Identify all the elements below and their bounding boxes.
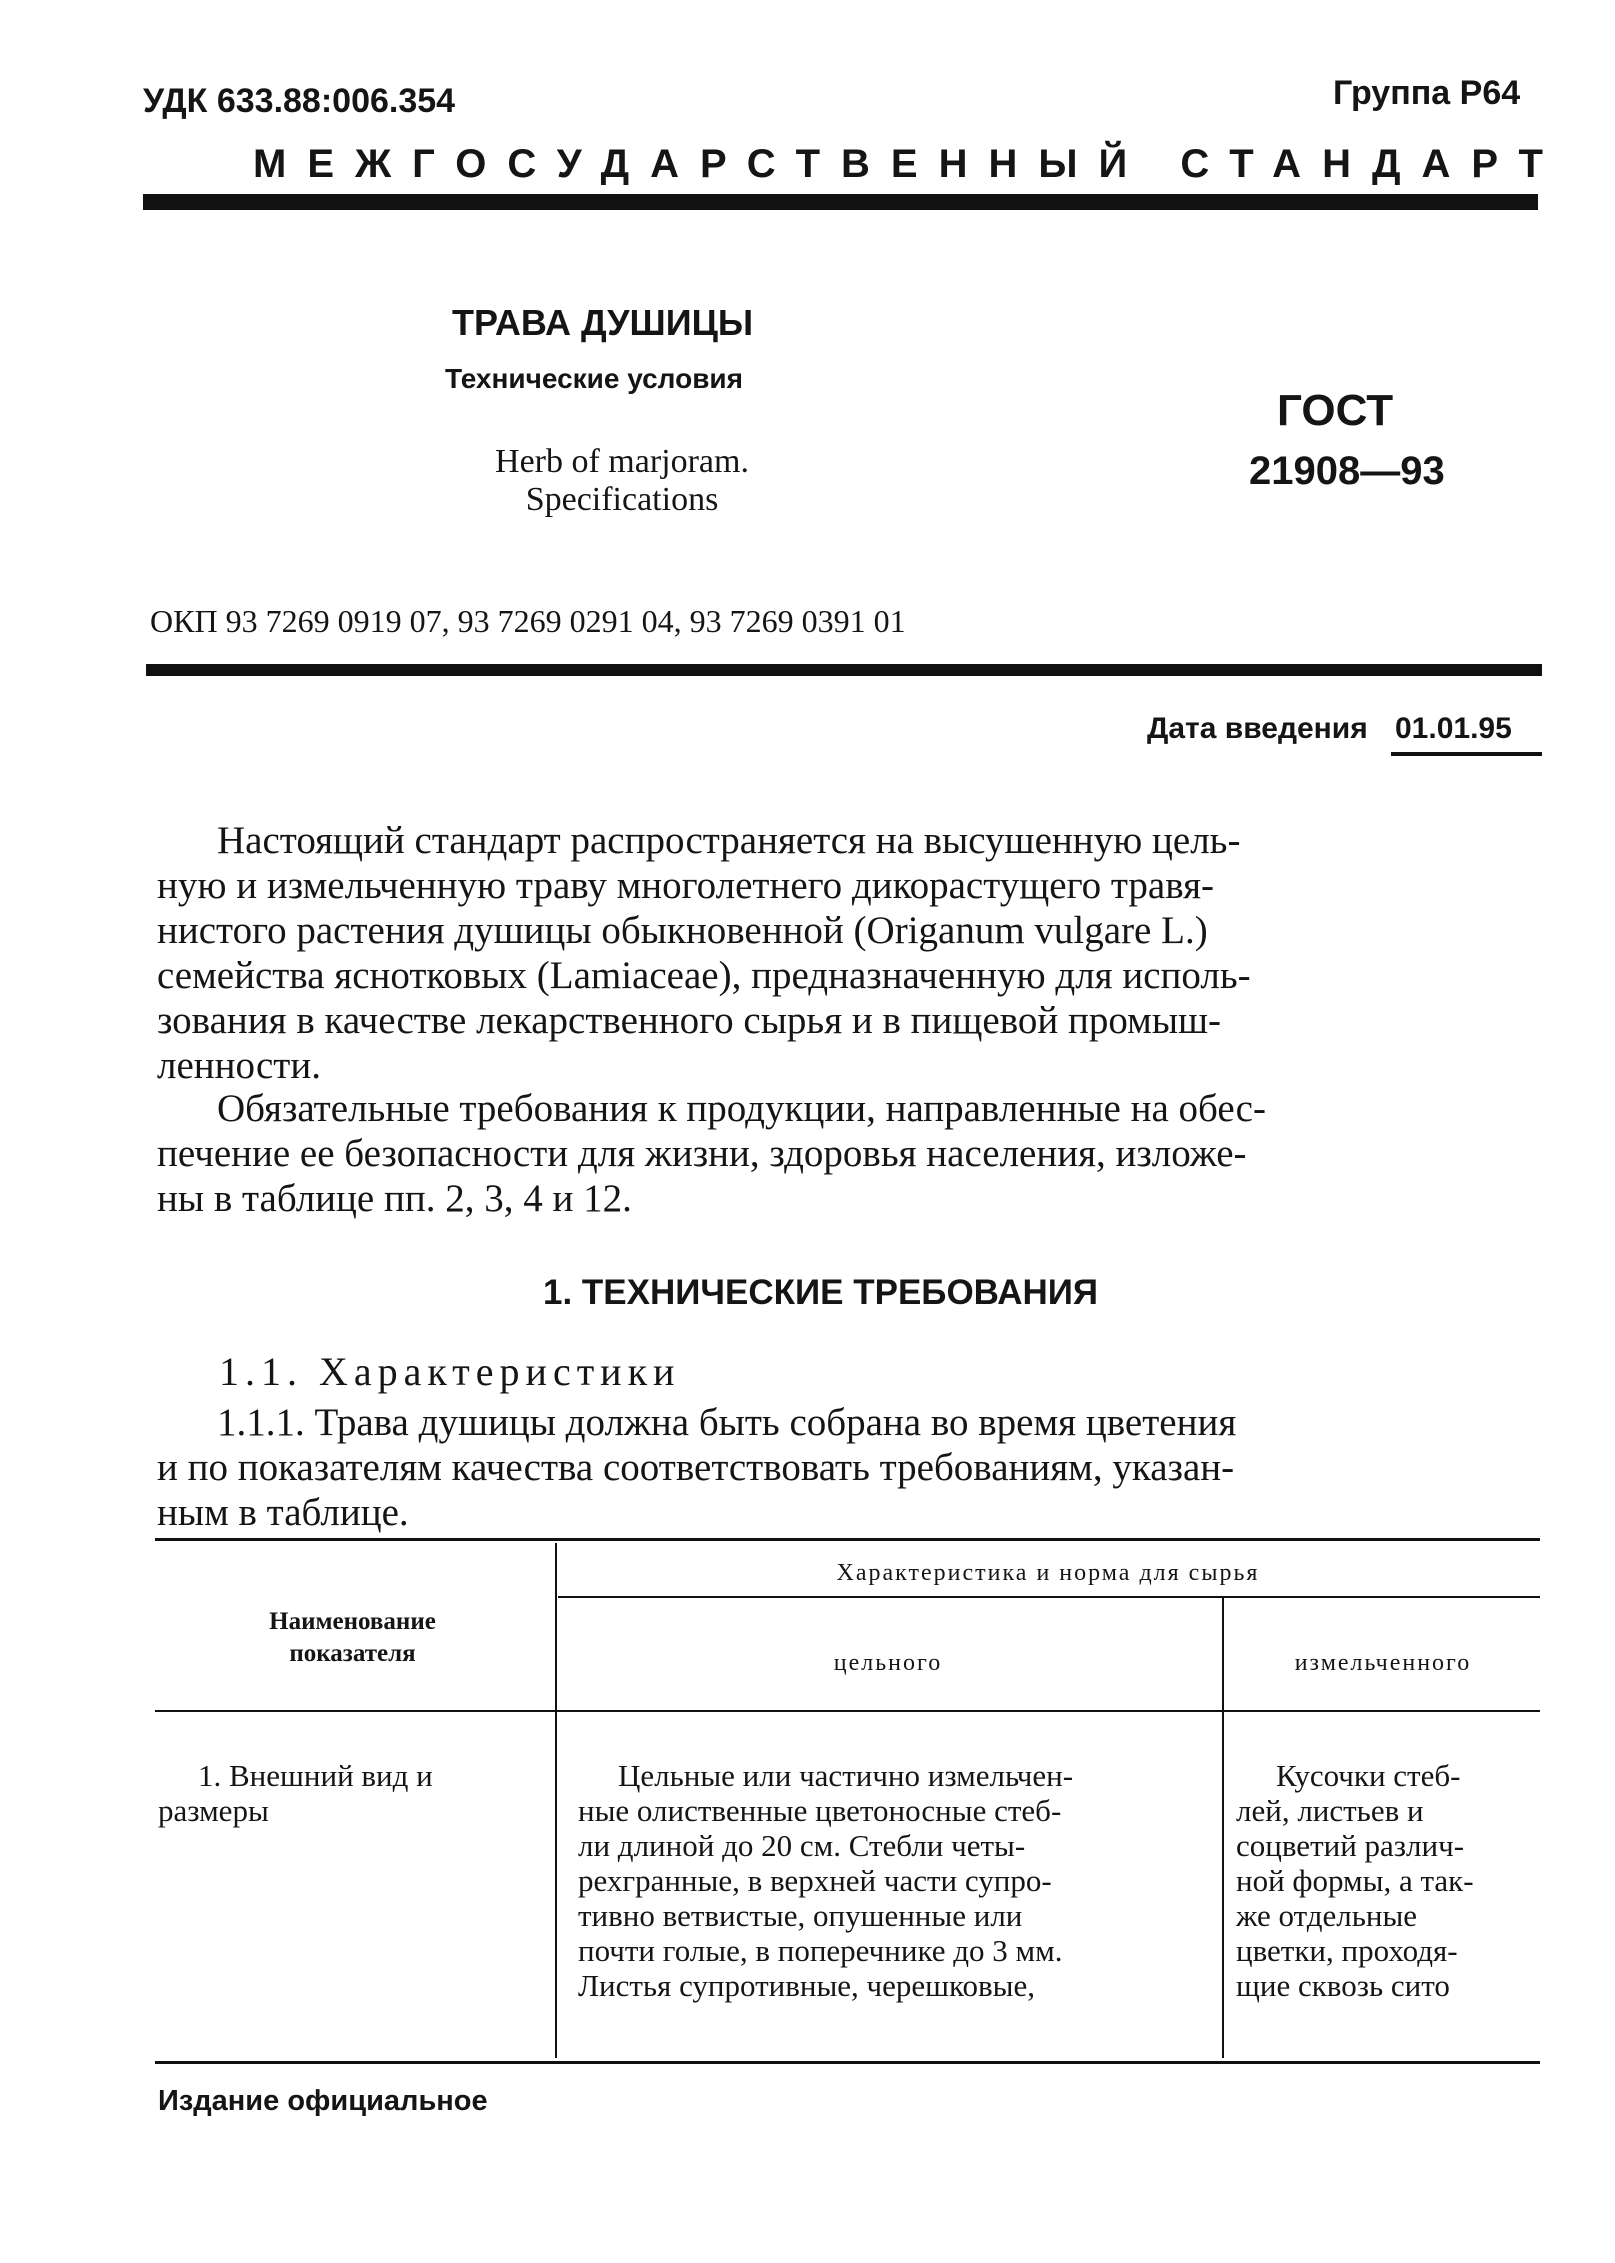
requirements-line: Обязательные требования к продукции, направленные на обес- (217, 1087, 1266, 1130)
header-rule (143, 194, 1538, 210)
mandatory-requirements-paragraph (157, 1086, 1539, 1221)
scope-paragraph (157, 818, 1539, 1088)
english-title-line1: Herb of marjoram. (495, 443, 749, 480)
document-subtitle: Технические условия (445, 363, 743, 394)
scope-line: зования в качестве лекарственного сырья и в пищевой промыш- (157, 999, 1222, 1042)
table-header-rule (155, 1710, 1540, 1712)
cell-line: размеры (158, 1793, 269, 1828)
okp-rule (146, 664, 1542, 676)
cell-line: Листья супротивные, черешковые, (578, 1968, 1035, 2003)
cell-line: Кусочки стеб- (1276, 1758, 1461, 1793)
clause-line: 1.1.1. Трава душицы должна быть собрана во время цветения (217, 1401, 1237, 1444)
table-vertical-rule (1222, 1598, 1224, 2058)
table-bottom-rule (155, 2061, 1540, 2064)
requirements-line: ны в таблице пп. 2, 3, 4 и 12. (157, 1177, 632, 1220)
clause-line: и по показателям качества соответствовать требованиям, указан- (157, 1446, 1235, 1489)
english-title (462, 443, 782, 519)
table-header-name-line: показателя (289, 1640, 416, 1667)
table-vertical-rule (555, 1543, 557, 2058)
document-title: ТРАВА ДУШИЦЫ (452, 302, 754, 343)
group-code: Группа Р64 (1333, 74, 1521, 112)
cell-line: ные олиственные цветоносные стеб- (578, 1793, 1062, 1828)
intro-date-value: 01.01.95 (1395, 712, 1512, 745)
requirements-line: печение ее безопасности для жизни, здоровья населения, изложе- (157, 1132, 1247, 1175)
gost-number: 21908—93 (1249, 449, 1445, 493)
cell-line: лей, листьев и (1236, 1793, 1424, 1828)
table-header-name-line: Наименование (269, 1608, 436, 1635)
clause-line: ным в таблице. (157, 1491, 409, 1534)
scope-line: ленности. (157, 1044, 321, 1087)
intro-date-underline (1391, 752, 1542, 756)
cell-line: тивно ветвистые, опушенные или (578, 1898, 1023, 1933)
cell-line: 1. Внешний вид и (198, 1758, 433, 1793)
cell-line: ной формы, а так- (1236, 1863, 1474, 1898)
cell-line: рехгранные, в верхней части супро- (578, 1863, 1052, 1898)
scope-line: семейства яснотковых (Lamiaceae), предназначенную для исполь- (157, 954, 1251, 997)
table-header-crushed: измельченного (1294, 1650, 1472, 1676)
cell-line: же отдельные (1236, 1898, 1418, 1933)
table-header-name (155, 1606, 550, 1670)
cell-line: Цельные или частично измельчен- (618, 1758, 1074, 1793)
intro-date-label: Дата введения (1147, 712, 1368, 745)
cell-line: ли длиной до 20 см. Стебли четы- (578, 1828, 1026, 1863)
cell-line: щие сквозь сито (1236, 1968, 1450, 2003)
udk-code: УДК 633.88:006.354 (143, 82, 456, 120)
table-header-whole: цельного (833, 1650, 943, 1676)
scope-line: нистого растения душицы обыкновенной (Origanum vulgare L.) (157, 909, 1208, 952)
section-heading: 1. ТЕХНИЧЕСКИЕ ТРЕБОВАНИЯ (543, 1273, 1099, 1312)
standard-series-title: МЕЖГОСУДАРСТВЕННЫЙ СТАНДАРТ (253, 142, 1564, 186)
table-cell-crushed (1236, 1758, 1538, 2003)
scope-line: ную и измельченную траву многолетнего дикорастущего травя- (157, 864, 1215, 907)
official-edition-note: Издание официальное (158, 2085, 488, 2117)
table-group-rule (558, 1596, 1540, 1598)
subsection-heading: 1.1. Характеристики (219, 1349, 681, 1394)
clause-paragraph (157, 1400, 1539, 1535)
table-top-rule (155, 1538, 1540, 1541)
okp-codes: ОКП 93 7269 0919 07, 93 7269 0291 04, 93 7269 0391 01 (150, 603, 906, 639)
table-header-group: Характеристика и норма для сырья (836, 1560, 1260, 1586)
english-title-line2: Specifications (525, 481, 719, 518)
table-cell-whole (578, 1758, 1218, 2003)
cell-line: почти голые, в поперечнике до 3 мм. (578, 1933, 1063, 1968)
cell-line: соцветий различ- (1236, 1828, 1465, 1863)
table-cell-name (158, 1758, 540, 1828)
cell-line: цветки, проходя- (1236, 1933, 1458, 1968)
scope-line: Настоящий стандарт распространяется на высушенную цель- (217, 819, 1241, 862)
gost-label: ГОСТ (1277, 386, 1394, 435)
